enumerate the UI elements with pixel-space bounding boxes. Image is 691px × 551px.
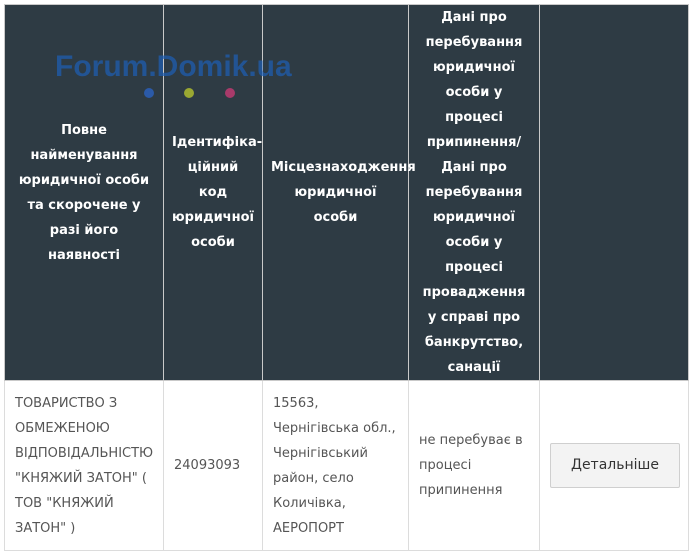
cell-location: 15563, Чернігівська обл., Чернігівський район, село Количівка, АЕРОПОРТ (263, 381, 409, 551)
details-button[interactable]: Детальніше (550, 443, 680, 488)
cell-actions (540, 381, 689, 551)
registry-table (4, 4, 689, 551)
header-full-name: Повне найменування юридичної особи та скорочене у разі його наявності (5, 5, 164, 381)
cell-id-code: 24093093 (164, 381, 263, 551)
watermark-text: Forum.Domik.ua (55, 50, 292, 83)
header-actions (540, 5, 689, 381)
header-id-code: Ідентифіка-ційний код юридичної особи (164, 5, 263, 381)
cell-termination-status: не перебуває в процесі припинення (409, 381, 540, 551)
table-header-row (5, 5, 689, 381)
cell-full-name: ТОВАРИСТВО З ОБМЕЖЕНОЮ ВІДПОВІДАЛЬНІСТЮ "КНЯЖИЙ ЗАТОН" ( ТОВ "КНЯЖИЙ ЗАТОН" ) (5, 381, 164, 551)
header-location: Місцезнаходження юридичної особи (263, 5, 409, 381)
header-termination-status: Дані про перебування юридичної особи у процесі припинення/ Дані про перебування юридичної особи у процесі провадження у справі про банкрутство, санації (409, 5, 540, 381)
table-row (5, 381, 689, 551)
